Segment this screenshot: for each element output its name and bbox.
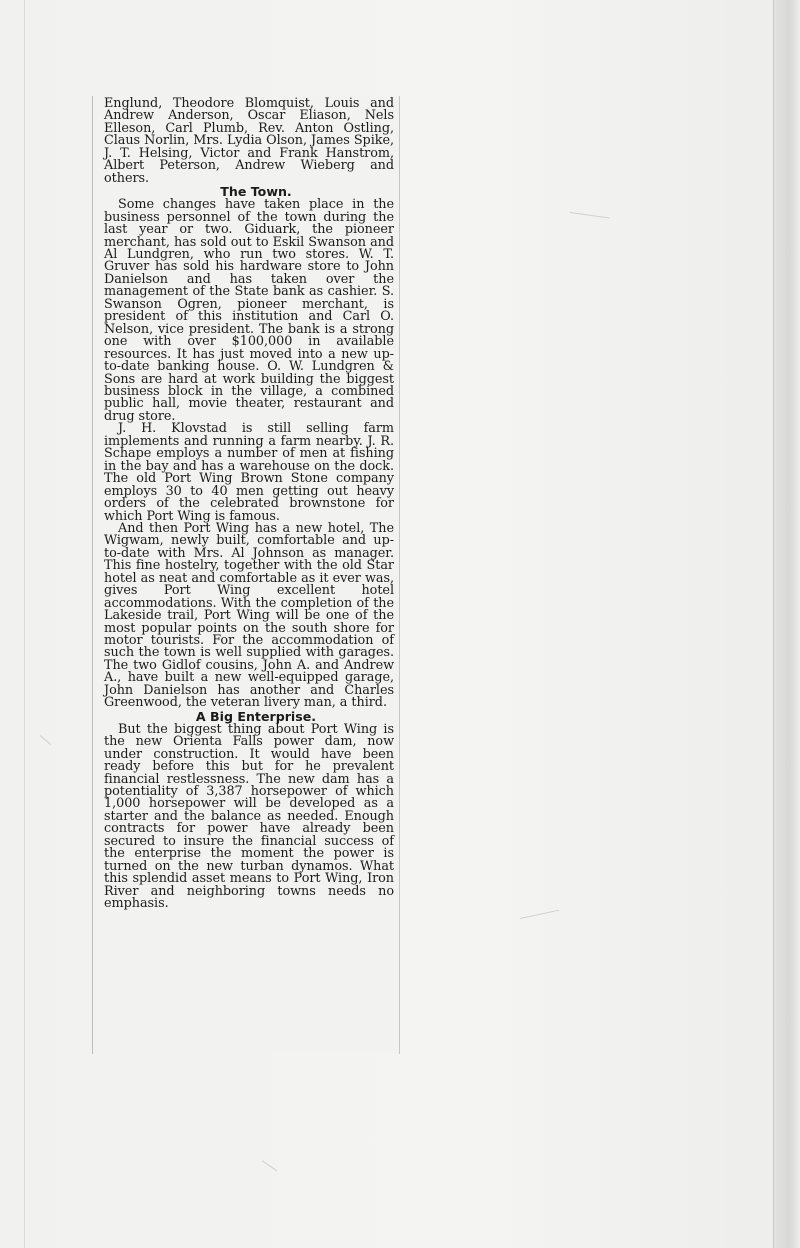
intro-names-paragraph: Englund, Theodore Blomquist, Louis and Andrew Anderson, Oscar Eliason, Nels Elleson, Carl Plumb, Rev. Anton Ostling, Claus Norlin, Mrs. Lydia Olson, James Spike, J. T. Helsing, Victor and Frank Hanstrom, Albert Peterson, Andrew Wieberg and others. xyxy=(104,96,394,186)
scan-left-rule xyxy=(24,0,25,1248)
heading-the-town: The Town. xyxy=(220,184,292,200)
scan-right-edge xyxy=(773,0,800,1248)
town-paragraph-3: And then Port Wing has a new hotel, The Wigwam, newly built, comfortable and up-to-date with Mrs. Al Johnson as manager. This fine hostelry, together with the old Star hotel as neat and comfortable as it ever was, gives Port Wing excellent hotel accommodations. With the completion of the Lakeside trail, Port Wing will be one of the most popular points on the south shore for motor tourists. For the accommodation of such the town is well supplied with garages. The two Gidlof cousins, John A. and Andrew A., have built a new well-equipped garage, John Danielson has another and Charles Greenwood, the veteran livery man, a third. xyxy=(104,520,394,711)
article-column xyxy=(104,98,394,911)
town-paragraph-2: J. H. Klovstad is still selling farm implements and running a farm nearby. J. R. Schape employs a number of men at fishing in the bay and has a warehouse on the dock. The old Port Wing Brown Stone company employs 30 to 40 men getting out heavy orders of the celebrated brownstone for which Port Wing is famous. xyxy=(104,421,394,524)
heading-big-enterprise: A Big Enterprise. xyxy=(195,708,317,724)
enterprise-paragraph: But the biggest thing about Port Wing is the new Orienta Falls power dam, now under construction. It would have been ready before this but for he prevalent financial restlessness. The new dam has a potentiality of 3,387 horsepower of which 1,000 horsepower will be developed as a starter and the balance as needed. Enough contracts for power have already been secured to insure the financial success of the enterprise the moment the power is turned on the new turban dynamos. What this splendid asset means to Port Wing, Iron River and neighboring towns needs no emphasis. xyxy=(104,721,394,912)
town-paragraph-1: Some changes have taken place in the business personnel of the town during the last year or two. Giduark, the pioneer merchant, has sold out to Eskil Swanson and Al Lundgren, who run two stores. W. T. Gruver has sold his hardware store to John Danielson and has taken over the management of the State bank as cashier. S. Swanson Ogren, pioneer merchant, is president of this institution and Carl O. Nelson, vice president. The bank is a strong one with over $100,000 in available resources. It has just moved into a new up-to-date banking house. O. W. Lundgren & Sons are hard at work building the biggest business block in the village, a combined public hall, movie theater, restaurant and drug store. xyxy=(104,197,394,424)
